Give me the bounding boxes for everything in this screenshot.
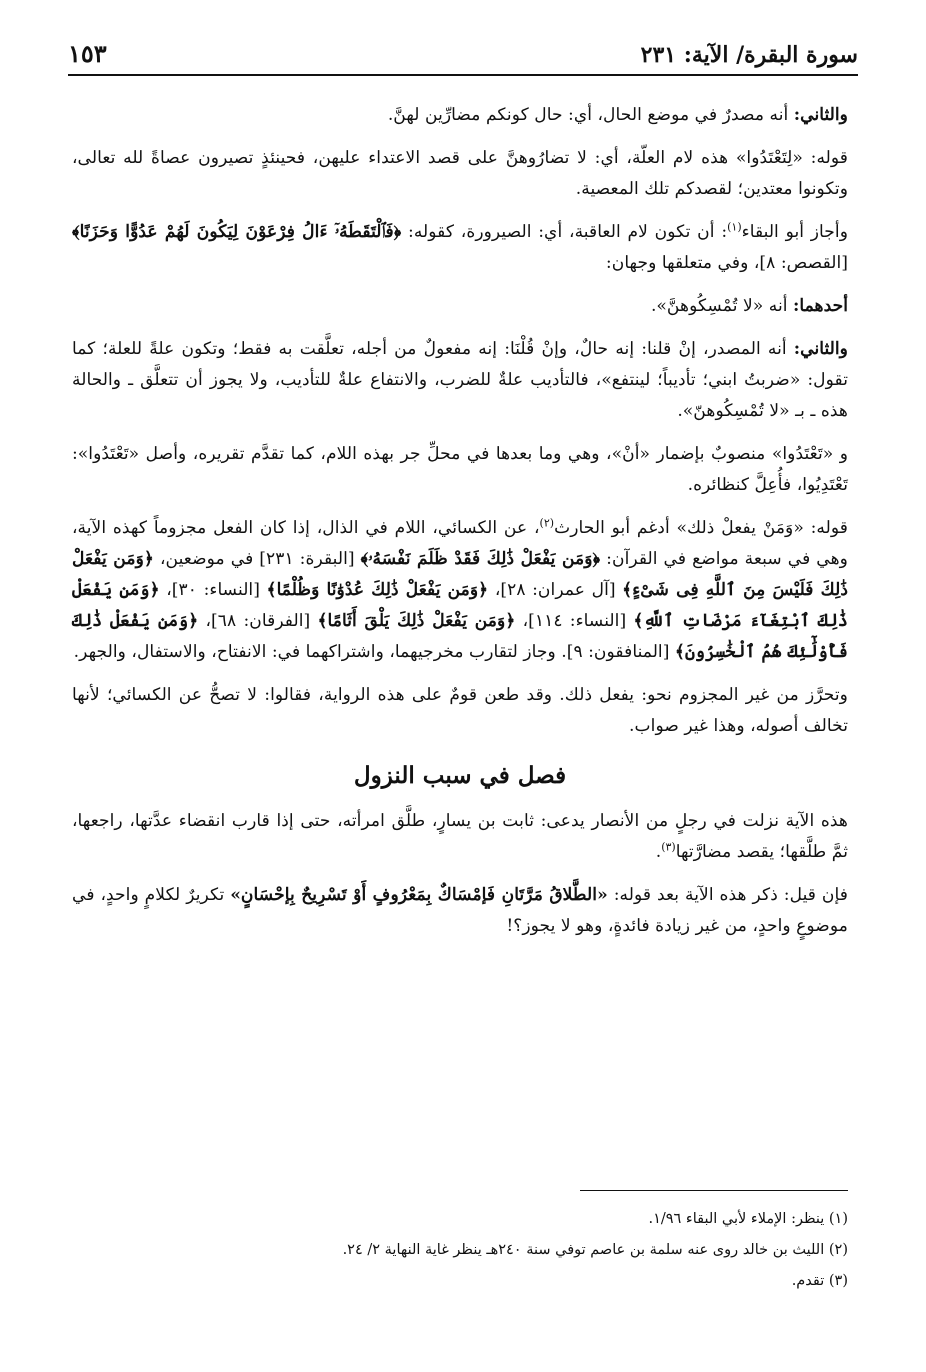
paragraph-2 [72, 143, 848, 205]
main-text [72, 100, 848, 954]
paragraph-text: [القصص: ٨]، وفي متعلقها وجهان: [605, 253, 848, 273]
footnote-ref-2[interactable]: (٢) [539, 516, 555, 530]
running-header [68, 22, 858, 76]
quran-verse: ﴿وَمَن يَفْعَلْ ذَٰلِكَ فَلَيْسَ مِنَ ٱللَّهِ فِى شَىْءٍ﴾ [72, 549, 848, 600]
footnote-1: (١) ينظر: الإملاء لأبي البقاء ١/٩٦. [648, 1211, 848, 1227]
paragraph-text: أنه «لا تُمْسِكُوهنَّ». [650, 296, 793, 316]
footnote-divider [580, 1190, 848, 1191]
quran-verse: ﴿وَمَن يَفْعَلْ ذَٰلِكَ يَلْقَ أَثَامًا﴾ [317, 611, 516, 631]
paragraph-6 [72, 439, 848, 501]
paragraph-lead: والثاني: [793, 339, 848, 359]
paragraph-text: [آل عمران: ٢٨]، [488, 580, 623, 600]
paragraph-5 [72, 334, 848, 427]
paragraph-10 [72, 880, 848, 942]
paragraph-text: قوله: «لِتَعْتَدُوا» هذه لام العلّة، أي: لا تضارُوهنَّ على قصد الاعتداء عليهن، فحينئذٍ تصيرون عصاةً لله تعالى، وتكونوا معتدين؛ لقصدكم تلك المعصية. [72, 148, 848, 199]
paragraph-text: و «تَعْتَدُوا» منصوبٌ بإضمار «أنْ»، وهي وما بعدها في محلِّ جر بهذه اللام، كما تقدَّم تقريره، وأصل «تَعْتَدُوا»: تَعْتَدِيُوا، فأُعِلَّ كنظائره. [72, 444, 848, 495]
header-title: سورة البقرة/ الآية: ٢٣١ [640, 42, 858, 68]
footnote-ref-3[interactable]: (٣) [661, 840, 676, 854]
paragraph-text: [المنافقون: ٩]. وجاز لتقارب مخرجيهما، واشتراكهما في: الانفتاح، والاستفال، والجهر. [73, 642, 675, 662]
footnote-3: (٣) تقدم. [791, 1273, 848, 1289]
paragraph-text: [الفرقان: ٦٨]، [198, 611, 318, 631]
paragraph-7 [72, 513, 848, 668]
paragraph-text: تكريرٌ لكلامٍ واحدٍ، في موضوعٍ واحدٍ، من غير زيادة فائدةٍ، وهو لا يجوز؟! [72, 885, 848, 936]
quran-verse: ﴿وَمَن يَفْعَلْ ذَٰلِكَ فَقَدْ ظَلَمَ نَفْسَهُۥ﴾ [360, 549, 601, 569]
quran-verse: ﴿وَمَن يَفْعَلْ ذَٰلِكَ عُدْوَٰنًا وَظُلْمًا﴾ [266, 580, 489, 600]
paragraph-text: [البقرة: ٢٣١] في موضعين، [153, 549, 361, 569]
paragraph-text: ، عن الكسائي، اللام في الذال، إذا كان الفعل مجزوماً كهذه الآية، وهي في سبعة مواضع في القرآن: [72, 518, 848, 569]
page-number: ١٥٣ [68, 39, 107, 68]
paragraph-text: أنه المصدر، إنْ قلنا: إنه حالٌ، وإنْ قُلْنَا: إنه مفعولٌ من أجله، تعلَّقت به فقط؛ وتكون علةً للعلة؛ كما تقول: «ضربتُ ابني؛ تأديباً؛ لينتفع»، فالتأديب علةٌ للضرب، والانتفاع علةٌ للتأديب، ولا يجوز أن تتعلَّق ـ والحالة هذه ـ بـ «لا تُمْسِكُوهنّ». [72, 339, 848, 421]
footnote-ref-1[interactable]: (١) [727, 220, 742, 234]
paragraph-text: [النساء: ٣٠]، [159, 580, 267, 600]
paragraph-text: قوله: «وَمَنْ يفعلْ ذلك» أدغم أبو الحارث [554, 518, 848, 538]
paragraph-8 [72, 680, 848, 742]
quran-verse: ﴿فَٱلْتَقَطَهُۥٓ ءَالُ فِرْعَوْنَ لِيَكُونَ لَهُمْ عَدُوًّا وَحَزَنًا﴾ [72, 222, 402, 242]
paragraph-4 [72, 291, 848, 322]
quran-verse: ﴿وَمَن يَفْعَلْ ذَٰلِكَ ٱبْتِغَآءَ مَرْضَاتِ ٱللَّهِ﴾ [72, 580, 848, 631]
footnote-2: (٢) الليث بن خالد روى عنه سلمة بن عاصم توفي سنة ٢٤٠هـ ينظر غاية النهاية ٢/ ٢٤. [342, 1242, 848, 1258]
paragraph-text: [النساء: ١١٤]، [515, 611, 634, 631]
paragraph-text: . [655, 842, 662, 862]
paragraph-lead: أحدهما: [792, 296, 848, 316]
quran-verse: «الطَّلاقُ مَرَّتَانِ فَإمْسَاكٌ بِمَعْرُوفٍ أَوْ تَسْرِيحٌ بِإحْسَانٍ» [230, 885, 608, 905]
paragraph-text: وتحرَّز من غير المجزوم نحو: يفعل ذلك. وقد طعن قومٌ على هذه الرواية، فقالوا: لا تصحُّ عن الكسائي؛ لأنها تخالف أصوله، وهذا غير صواب. [72, 685, 848, 736]
paragraph-3 [72, 217, 848, 279]
paragraph-text: فإن قيل: ذكر هذه الآية بعد قوله: [607, 885, 848, 905]
paragraph-text: وأجاز أبو البقاء [741, 222, 848, 242]
paragraph-9 [72, 806, 848, 868]
paragraph-1 [72, 100, 848, 131]
paragraph-text: أنه مصدرٌ في موضع الحال، أي: حال كونكم مضارِّين لهنَّ. [387, 105, 794, 125]
paragraph-lead: والثاني: [793, 105, 848, 125]
paragraph-text: : أن تكون لام العاقبة، أي: الصيرورة، كقوله: [401, 222, 728, 242]
section-heading: فصل في سبب النزول [353, 762, 567, 789]
paragraph-text: هذه الآية نزلت في رجلٍ من الأنصار يدعى: ثابت بن يسارٍ، طلَّق امرأته، حتى إذا قارب انقضاء عدَّتها، راجعها، ثمَّ طلَّقها؛ يقصد مضارَّتها [72, 811, 848, 862]
quran-verse: ﴿وَمَن يَفْعَلْ ذَٰلِكَ فَأُوْلَٰٓئِكَ هُمُ ٱلْخَٰسِرُونَ﴾ [72, 611, 848, 662]
footnotes [72, 1204, 848, 1297]
